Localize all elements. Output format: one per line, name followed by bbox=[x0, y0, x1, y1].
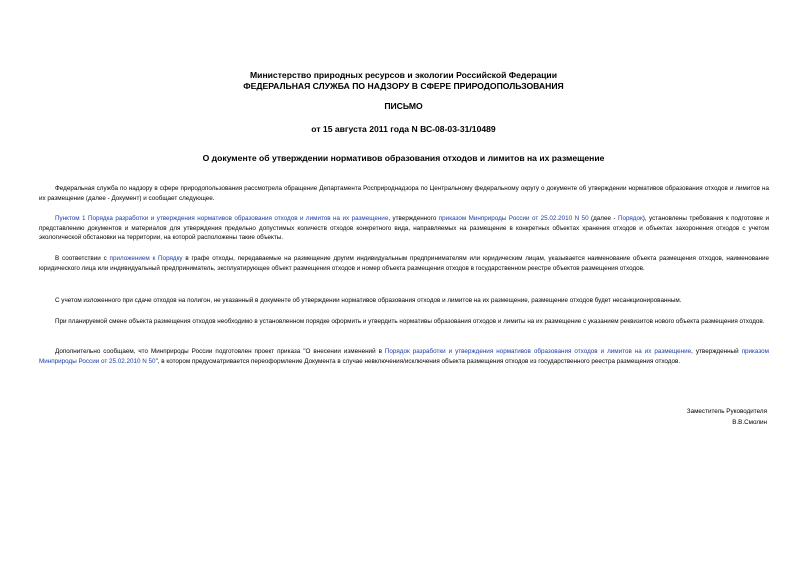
link-poryadok[interactable]: Порядок bbox=[617, 215, 643, 222]
paragraph-6 bbox=[39, 347, 769, 366]
paragraph-1-text: Федеральная служба по надзору в сфере природопользования рассмотрела обращение Департамента Росприроднадзора по Центральному федеральному округу о документе об утверждении нормативов образования отходов и лимитов на их размещение (далее - Документ) и сообщает следующее. bbox=[39, 185, 769, 202]
signatory-title: Заместитель Руководителя bbox=[686, 408, 767, 415]
link-prikaz-50[interactable]: приказом Минприроды России от 25.02.2010 N 50 bbox=[438, 215, 589, 222]
paragraph-5 bbox=[39, 317, 769, 327]
paragraph-6-part-3: ", в котором предусматривается переоформление Документа в случае невключения/исключения объекта размещения отходов из государственного реестра размещения отходов. bbox=[155, 357, 681, 365]
document-title: О документе об утверждении нормативов образования отходов и лимитов на их размещение bbox=[202, 153, 605, 163]
signatory-name: В.В.Смолин bbox=[732, 419, 767, 426]
link-prikaz-50-second[interactable]: приказом Минприроды России от 25.02.2010 N 50 bbox=[39, 348, 769, 365]
paragraph-2-part-3: ), установлены требования к подготовке и представлению документов и материалов для утверждения предельно допустимых количеств отходов конкретного вида, направляемых на размещение в конкретных объектах хранения отходов и объектах захоронения отходов с учетом экологической обстановки на территории, на которой расположены такие объекты. bbox=[39, 215, 769, 241]
paragraph-3-text bbox=[39, 254, 769, 273]
paragraph-6-part-1: Дополнительно сообщаем, что Минприроды России подготовлен проект приказа "О внесении изменений в bbox=[55, 348, 385, 355]
paragraph-3-part-2: в графе отходы, передаваемые на размещение другим индивидуальным предпринимателям или юридическим лицам, указывается наименование объекта размещения отходов, наименование юридического лица или индивидуальный предприниматель, эксплуатирующее объект размещения отходов и номер объекта размещения отходов в государственном реестре объектов размещения отходов. bbox=[39, 255, 770, 272]
document-date-number: от 15 августа 2011 года N ВС-08-03-31/10489 bbox=[311, 124, 496, 134]
link-prilozhenie-k-poryadku[interactable]: приложением к Порядку bbox=[109, 255, 183, 262]
paragraph-6-text bbox=[39, 347, 769, 366]
ministry-name: Министерство природных ресурсов и экологии Российской Федерации bbox=[250, 70, 557, 80]
paragraph-4-text: С учетом изложенного при сдаче отходов на полигон, не указанный в документе об утверждении нормативов образования отходов и лимитов на их размещение, размещение отходов будет несанкционированным. bbox=[55, 297, 682, 304]
paragraph-6-part-2: , утвержденный bbox=[691, 348, 742, 355]
paragraph-3 bbox=[39, 254, 769, 273]
paragraph-1 bbox=[39, 184, 769, 203]
paragraph-4 bbox=[39, 296, 769, 306]
paragraph-2 bbox=[39, 214, 769, 243]
paragraph-3-part-1: В соответствии с bbox=[55, 255, 110, 262]
paragraph-5-text: При планируемой смене объекта размещения отходов необходимо в установленном порядке оформить и утвердить нормативы образования отходов и лимиты на их размещение с указанием реквизитов нового объекта размещения отходов. bbox=[55, 318, 765, 325]
paragraph-2-text bbox=[39, 214, 769, 243]
paragraph-2-part-1: , утвержденного bbox=[388, 215, 439, 222]
paragraph-2-part-2: (далее - bbox=[588, 215, 618, 222]
document-type: ПИСЬМО bbox=[384, 101, 423, 111]
link-poryadok-punkt-1[interactable]: Пунктом 1 Порядка разработки и утверждения нормативов образования отходов и лимитов на их размещение bbox=[55, 215, 389, 222]
link-poryadok-razrabotki[interactable]: Порядок разработки и утверждения нормативов образования отходов и лимитов на их размещение bbox=[384, 348, 692, 355]
agency-name: ФЕДЕРАЛЬНАЯ СЛУЖБА ПО НАДЗОРУ В СФЕРЕ ПРИРОДОПОЛЬЗОВАНИЯ bbox=[243, 81, 564, 91]
